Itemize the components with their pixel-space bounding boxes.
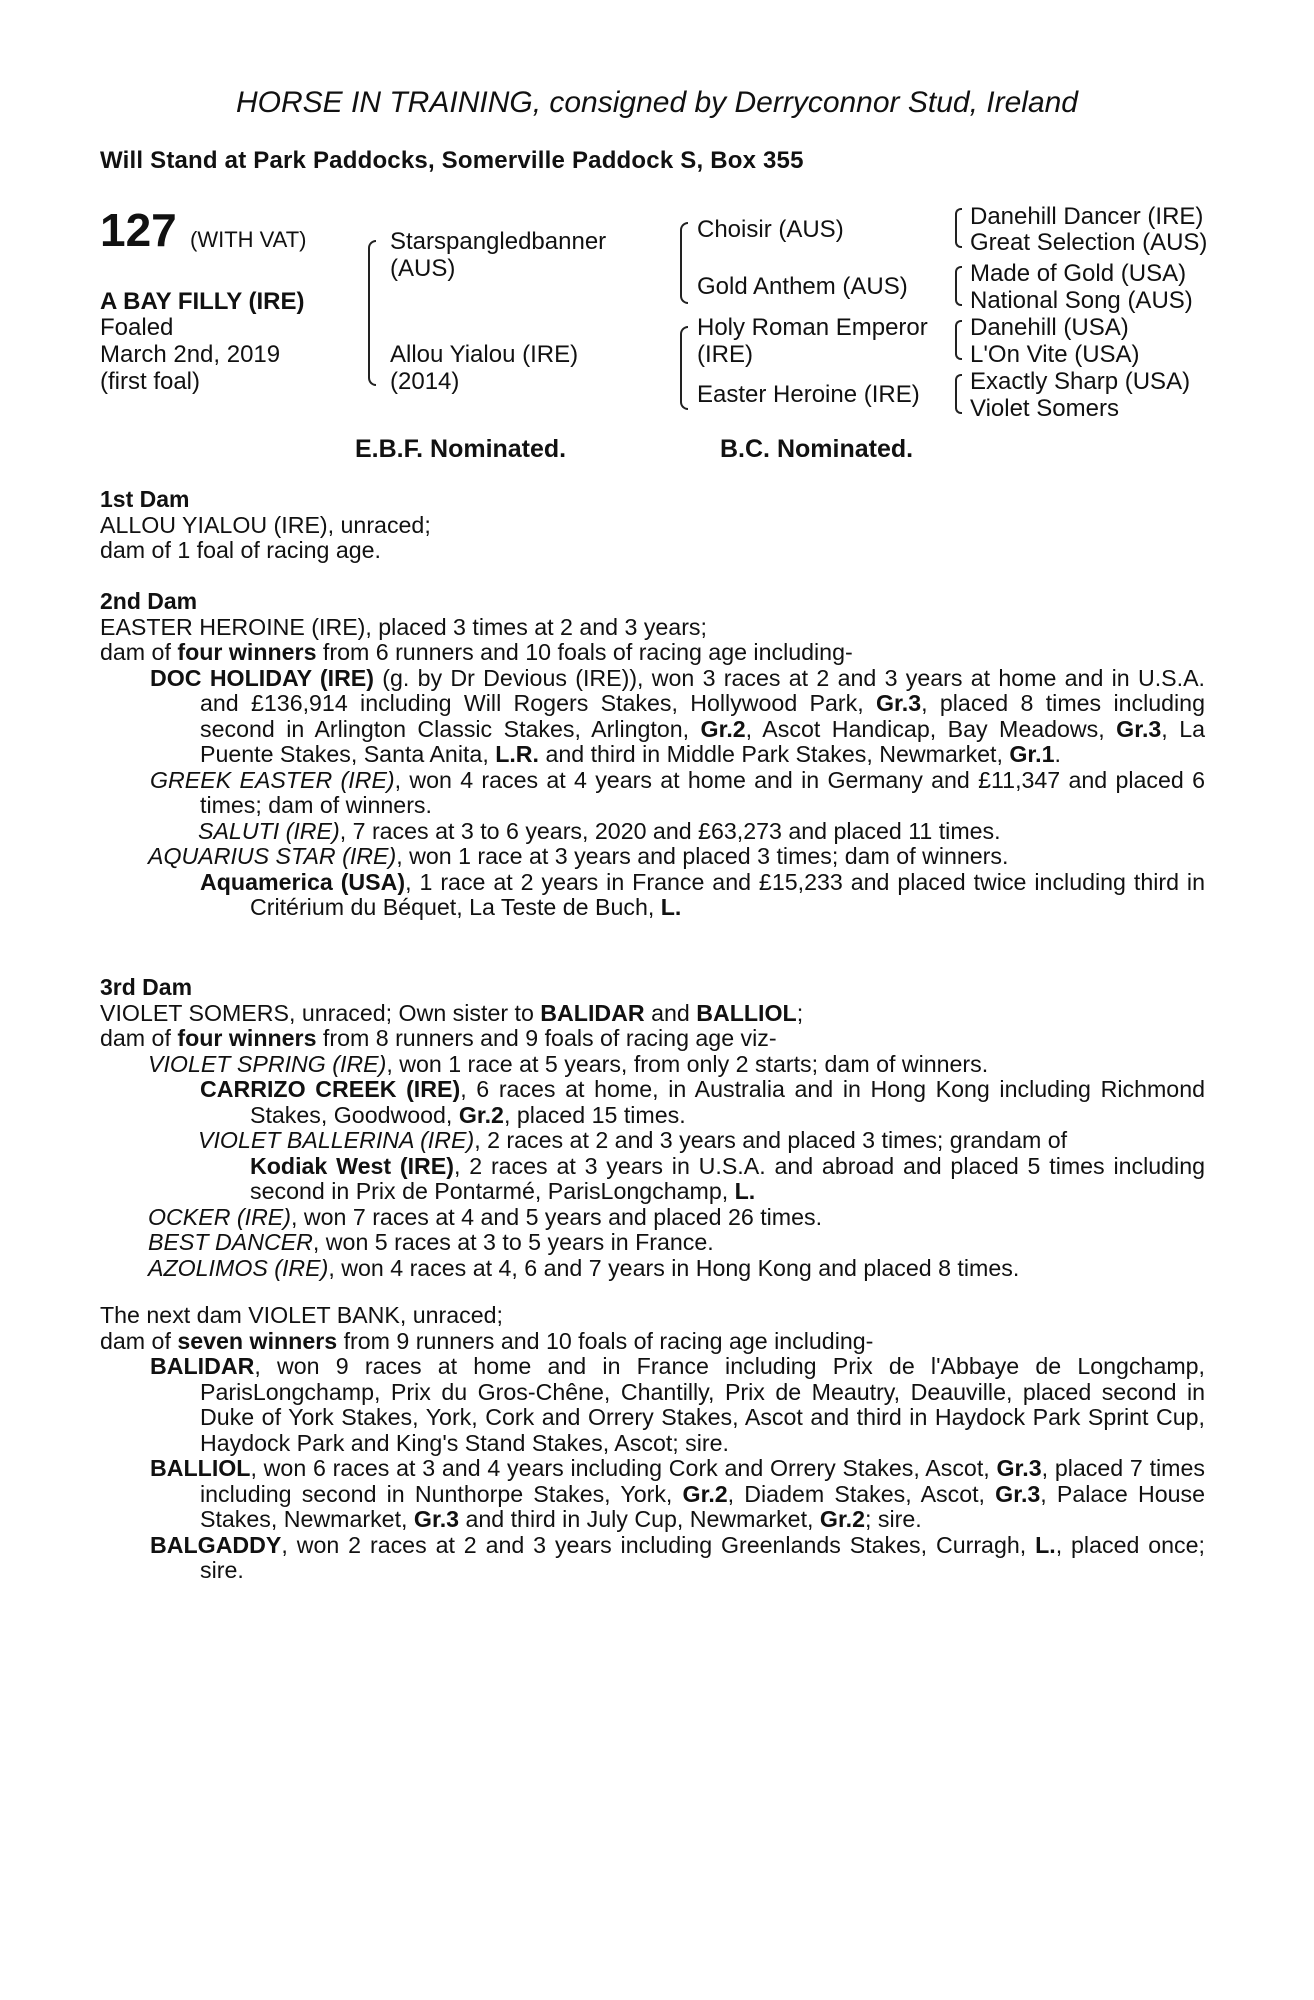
pedigree-brace: [955, 374, 962, 414]
ebf-nominated: E.B.F. Nominated.: [355, 435, 567, 463]
dam-sire-country: (IRE): [697, 341, 753, 368]
sds-name: Made of Gold (USA): [970, 260, 1187, 287]
stand-location: Will Stand at Park Paddocks, Somerville Paddock S, Box 355: [100, 147, 804, 174]
pedigree-brace: [680, 326, 688, 410]
list-item: Aquamerica (USA), 1 race at 2 years in France and £15,233 and placed twice including third in Critérium du Béquet, La Teste de Buch, L.: [200, 868, 1205, 920]
second-dam-line: EASTER HEROINE (IRE), placed 3 times at 2 and 3 years;: [100, 613, 707, 640]
third-dam-section: [100, 975, 1205, 1281]
next-dam-section: [100, 1303, 1205, 1584]
second-dam-heading: 2nd Dam: [100, 588, 198, 614]
horse-name: A BAY FILLY (IRE): [100, 288, 305, 315]
dsd-name: L'On Vite (USA): [970, 341, 1140, 368]
ssd-name: Great Selection (AUS): [970, 229, 1208, 256]
bc-nominated: B.C. Nominated.: [720, 435, 914, 463]
page-title: HORSE IN TRAINING, consigned by Derryconnor Stud, Ireland: [236, 86, 1078, 119]
dam-name: Allou Yialou (IRE): [390, 341, 579, 368]
sire-dam: Gold Anthem (AUS): [697, 273, 908, 300]
list-item: SALUTI (IRE), 7 races at 3 to 6 years, 2020 and £63,273 and placed 11 times.: [198, 817, 1001, 844]
third-dam-produce: dam of four winners from 8 runners and 9 foals of racing age viz-: [100, 1025, 777, 1051]
list-item: OCKER (IRE), won 7 races at 4 and 5 years and placed 26 times.: [148, 1203, 823, 1230]
third-dam-heading: 3rd Dam: [100, 974, 193, 1000]
pedigree-brace: [680, 222, 688, 304]
pedigree-brace: [955, 266, 962, 306]
next-dam-line: The next dam VIOLET BANK, unraced;: [100, 1302, 503, 1328]
vat-note: (WITH VAT): [190, 227, 307, 252]
foal-note: (first foal): [100, 368, 201, 395]
first-dam-line: ALLOU YIALOU (IRE), unraced;: [100, 511, 431, 538]
dds-name: Exactly Sharp (USA): [970, 368, 1191, 395]
dam-year: (2014): [390, 368, 460, 395]
next-dam-produce: dam of seven winners from 9 runners and 10 foals of racing age including-: [100, 1327, 874, 1354]
pedigree-brace: [368, 240, 376, 386]
dss-name: Danehill (USA): [970, 314, 1129, 341]
sdd-name: National Song (AUS): [970, 287, 1193, 314]
ddd-name: Violet Somers: [970, 395, 1119, 422]
second-dam-section: [100, 589, 1205, 921]
list-item: VIOLET SPRING (IRE), won 1 race at 5 years, from only 2 starts; dam of winners.: [148, 1050, 989, 1077]
lot-number: 127: [100, 204, 177, 256]
list-item: AQUARIUS STAR (IRE), won 1 race at 3 years and placed 3 times; dam of winners.: [148, 843, 1009, 869]
list-item: GREEK EASTER (IRE), won 4 races at 4 years at home and in Germany and £11,347 and placed 6 times; dam of winners.: [150, 766, 1205, 818]
sss-name: Danehill Dancer (IRE): [970, 203, 1204, 230]
third-dam-line: VIOLET SOMERS, unraced; Own sister to BALIDAR and BALLIOL;: [100, 999, 804, 1026]
second-dam-produce: dam of four winners from 6 runners and 10 foals of racing age including-: [100, 639, 853, 665]
list-item: BALLIOL, won 6 races at 3 and 4 years including Cork and Orrery Stakes, Ascot, Gr.3, placed 7 times including second in Nunthorpe Stakes, York, Gr.2, Diadem Stakes, Ascot, Gr.3, Palace House Stakes, Newmarket, Gr.3 and third in July Cup, Newmarket, Gr.2; sire.: [150, 1455, 1205, 1532]
first-dam-section: [100, 487, 1205, 564]
foaled-date: March 2nd, 2019: [100, 341, 281, 368]
foaled-label: Foaled: [100, 314, 174, 341]
list-item: BALGADDY, won 2 races at 2 and 3 years including Greenlands Stakes, Curragh, L., placed once; sire.: [150, 1531, 1205, 1583]
list-item: AZOLIMOS (IRE), won 4 races at 4, 6 and 7 years in Hong Kong and placed 8 times.: [148, 1254, 1020, 1281]
sire-name: Starspangledbanner: [390, 228, 607, 255]
pedigree-brace: [955, 208, 962, 248]
sire-country: (AUS): [390, 255, 456, 282]
dam-sire: Holy Roman Emperor: [697, 314, 928, 341]
list-item: BEST DANCER, won 5 races at 3 to 5 years in France.: [148, 1229, 714, 1255]
list-item: VIOLET BALLERINA (IRE), 2 races at 2 and 3 years and placed 3 times; grandam of: [198, 1127, 1068, 1153]
first-dam-line: dam of 1 foal of racing age.: [100, 537, 382, 563]
sire-sire: Choisir (AUS): [697, 216, 844, 243]
list-item: DOC HOLIDAY (IRE) (g. by Dr Devious (IRE)), won 3 races at 2 and 3 years at home and in U.S.A. and £136,914 including Will Rogers Stakes, Hollywood Park, Gr.3, placed 8 times including second in Arlington Classic Stakes, Arlington, Gr.2, Ascot Handicap, Bay Meadows, Gr.3, La Puente Stakes, Santa Anita, L.R. and third in Middle Park Stakes, Newmarket, Gr.1.: [150, 664, 1205, 767]
first-dam-heading: 1st Dam: [100, 486, 190, 512]
list-item: BALIDAR, won 9 races at home and in France including Prix de l'Abbaye de Longchamp, ParisLongchamp, Prix du Gros-Chêne, Chantilly, Prix de Meautry, Deauville, placed second in Duke of York Stakes, York, Cork and Orrery Stakes, Ascot and third in Haydock Park Sprint Cup, Haydock Park and King's Stand Stakes, Ascot; sire.: [150, 1353, 1205, 1456]
list-item: CARRIZO CREEK (IRE), 6 races at home, in Australia and in Hong Kong including Richmond Stakes, Goodwood, Gr.2, placed 15 times.: [200, 1076, 1205, 1128]
dam-dam: Easter Heroine (IRE): [697, 381, 920, 408]
list-item: Kodiak West (IRE), 2 races at 3 years in U.S.A. and abroad and placed 5 times including second in Prix de Pontarmé, ParisLongchamp, L.: [250, 1152, 1205, 1204]
pedigree-brace: [955, 320, 962, 360]
